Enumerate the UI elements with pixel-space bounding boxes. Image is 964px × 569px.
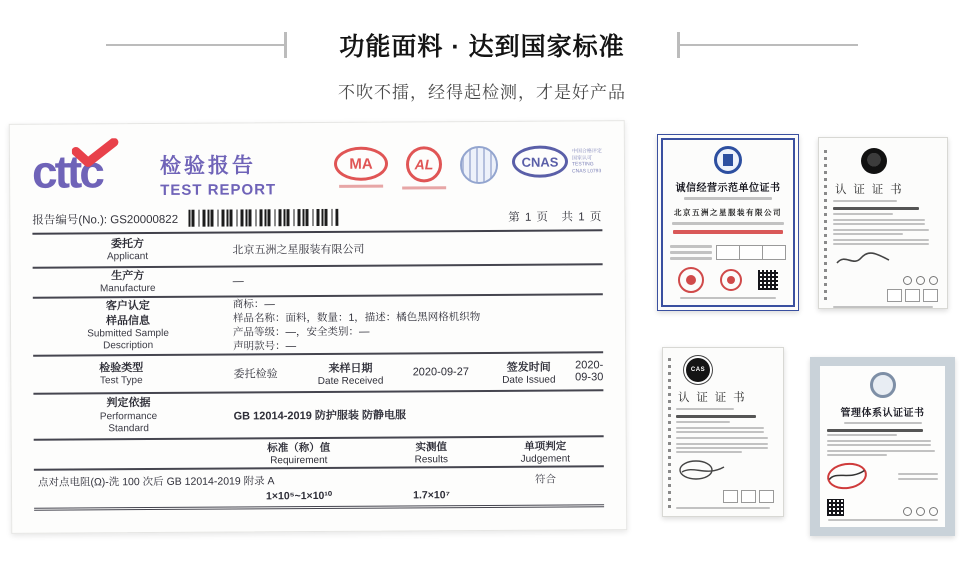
text-line-placeholder — [833, 200, 897, 202]
date-issued-label-cn: 签发时间 — [506, 361, 551, 374]
company-line-placeholder — [827, 429, 923, 432]
row-test-type-dates — [33, 353, 603, 394]
text-line-placeholder — [833, 229, 929, 231]
text-line-placeholder — [676, 447, 768, 449]
results-header-en: Results — [414, 454, 449, 466]
decorative-edge-text — [668, 356, 671, 508]
text-line-placeholder — [672, 222, 784, 225]
text-line-placeholder — [676, 507, 770, 509]
test-type-value: 委托检验 — [233, 368, 278, 381]
row-test-result — [34, 467, 604, 510]
row-manufacture — [33, 265, 603, 298]
red-seal-icon — [825, 460, 868, 491]
text-line-placeholder — [676, 437, 768, 439]
seal-icon — [678, 267, 704, 293]
section-header — [0, 0, 964, 103]
certificate-title: 诚信经营示范单位证书 — [675, 183, 781, 194]
test-type-label-cn: 检验类型 — [99, 361, 144, 374]
decorative-line-right — [677, 32, 858, 58]
certificate-title: 管理体系认证证书 — [840, 408, 925, 419]
judgement-header-en: Judgement — [520, 453, 571, 465]
text-line-placeholder — [898, 478, 938, 480]
report-title-cn: 检验报告 — [159, 154, 257, 178]
text-line-placeholder — [676, 431, 764, 433]
text-line-placeholder — [676, 451, 742, 453]
standard-label-en1: Performance — [99, 410, 158, 422]
certificate-company: 北京五洲之星服装有限公司 — [674, 208, 782, 217]
signature-icon — [676, 457, 728, 483]
date-received-value: 2020-09-27 — [412, 366, 469, 379]
standard-label-cn: 判定依据 — [106, 397, 151, 410]
company-line-placeholder — [833, 207, 919, 210]
manufacture-value: — — [232, 275, 244, 288]
sample-label-cn1: 客户认定 — [105, 300, 150, 313]
sample-line-2: 样品名称：面料，数量：1，描述：橘色黑网格机织物 — [232, 310, 481, 325]
judgement-value: 符合 — [534, 473, 556, 486]
date-received-label-en: Date Received — [317, 375, 384, 387]
al-badge-icon: AL — [406, 146, 442, 182]
date-received-label-cn: 来样日期 — [328, 362, 373, 375]
text-line-placeholder — [844, 422, 922, 424]
manufacture-label-en: Manufacture — [99, 282, 156, 295]
row-results-header — [34, 437, 604, 470]
row-applicant — [32, 231, 602, 268]
applicant-value: 北京五洲之星服装有限公司 — [232, 243, 365, 257]
emblem-icon — [870, 372, 896, 398]
report-table — [32, 231, 604, 510]
certificate-bw-1 — [818, 137, 948, 309]
certificate-management-system — [810, 357, 955, 536]
certificate-bw-2 — [662, 347, 784, 517]
text-line-placeholder — [676, 421, 730, 423]
text-line-placeholder — [827, 440, 931, 442]
text-line-placeholder — [828, 519, 938, 521]
text-line-placeholder — [684, 197, 772, 200]
emblem-icon — [714, 146, 742, 174]
manufacture-label-cn: 生产方 — [111, 269, 145, 282]
sample-label-cn2: 样品信息 — [105, 314, 150, 327]
signature-icon — [833, 249, 893, 269]
cttc-logo — [32, 142, 150, 205]
cnas-badge-icon: CNAS — [512, 145, 568, 177]
qr-code-icon — [827, 499, 844, 516]
red-text-line-placeholder — [673, 230, 783, 234]
certificate-integrity — [657, 134, 799, 311]
text-line-placeholder — [676, 408, 734, 410]
text-line-placeholder — [833, 213, 893, 215]
test-type-label-en: Test Type — [99, 374, 143, 387]
page-title: 功能面料 · 达到国家标准 — [339, 33, 625, 61]
sample-label-en1: Submitted Sample — [87, 327, 169, 340]
test-item: 点对点电阻(Ω)-洗 100 次后 GB 12014-2019 附录 A — [37, 475, 275, 489]
judgement-header-cn: 单项判定 — [524, 440, 567, 453]
text-line-placeholder — [670, 245, 712, 248]
date-issued-label-en: Date Issued — [502, 374, 556, 386]
report-title-en: TEST REPORT — [160, 181, 277, 199]
emblem-icon — [861, 148, 887, 174]
sample-label-en2: Description — [103, 340, 154, 352]
cma-badge-icon: MA — [334, 147, 388, 181]
accreditation-marks — [903, 507, 938, 516]
certificate-title: 认 证 证 书 — [678, 392, 747, 404]
text-line-placeholder — [827, 450, 935, 452]
cnas-caption: 中国合格评定 国家认可 TESTING CNAS L0793 — [571, 148, 602, 174]
text-line-placeholder — [676, 427, 764, 429]
text-line-placeholder — [670, 257, 712, 260]
page-subtitle: 不吹不擂，经得起检测，才是好产品 — [338, 83, 626, 102]
report-header — [32, 139, 602, 204]
text-line-placeholder — [833, 219, 925, 221]
qr-code-icon — [758, 270, 778, 290]
decorative-line-left — [106, 32, 287, 58]
cma-badge-caption — [339, 185, 383, 188]
applicant-label-cn: 委托方 — [110, 237, 145, 250]
text-line-placeholder — [833, 306, 933, 308]
certificate-title: 认 证 证 书 — [835, 184, 904, 196]
al-badge-caption — [402, 186, 446, 189]
text-line-placeholder — [680, 297, 776, 299]
ilac-mra-icon — [460, 146, 498, 184]
applicant-label-en: Applicant — [106, 250, 149, 263]
accreditation-badges — [334, 139, 602, 203]
row-sample-info — [33, 295, 603, 356]
text-line-placeholder — [670, 251, 712, 254]
standard-label-en2: Standard — [108, 423, 149, 435]
test-report-paper — [9, 120, 627, 534]
text-line-placeholder — [676, 443, 768, 445]
text-line-placeholder — [833, 243, 929, 245]
requirement-value: 1×10⁵~1×10¹⁰ — [265, 489, 333, 503]
text-line-placeholder — [827, 454, 887, 456]
barcode — [188, 209, 338, 227]
text-line-placeholder — [833, 233, 903, 235]
text-line-placeholder — [827, 434, 897, 436]
text-line-placeholder — [833, 239, 929, 241]
decorative-edge-text — [824, 146, 827, 300]
result-value: 1.7×10⁷ — [413, 489, 450, 502]
certificate-table — [717, 245, 786, 260]
results-header-cn: 实测值 — [415, 441, 448, 454]
sample-line-1: 商标：— — [232, 297, 275, 311]
text-line-placeholder — [898, 473, 938, 475]
standard-value: GB 12014-2019 防护服装 防静电服 — [233, 409, 406, 423]
text-line-placeholder — [833, 223, 925, 225]
company-line-placeholder — [676, 415, 756, 418]
date-issued-value: 2020-09-30 — [575, 359, 604, 384]
requirement-header-cn: 标准（称）值 — [267, 441, 331, 455]
seal-icon — [720, 269, 742, 291]
report-number: 报告编号(No.): GS20000822 — [32, 213, 179, 227]
cas-badge-icon: CAS — [686, 358, 710, 382]
cttc-logo-text: cttc — [31, 145, 103, 198]
sample-line-3: 产品等级：—，安全类别：— — [232, 325, 370, 339]
text-line-placeholder — [827, 444, 931, 446]
sample-line-4: 声明款号：— — [233, 340, 297, 353]
row-standard — [33, 391, 603, 440]
page-indicator: 第 1 页 共 1 页 — [508, 210, 603, 224]
requirement-header-en: Requirement — [270, 454, 328, 467]
check-icon — [72, 138, 120, 168]
